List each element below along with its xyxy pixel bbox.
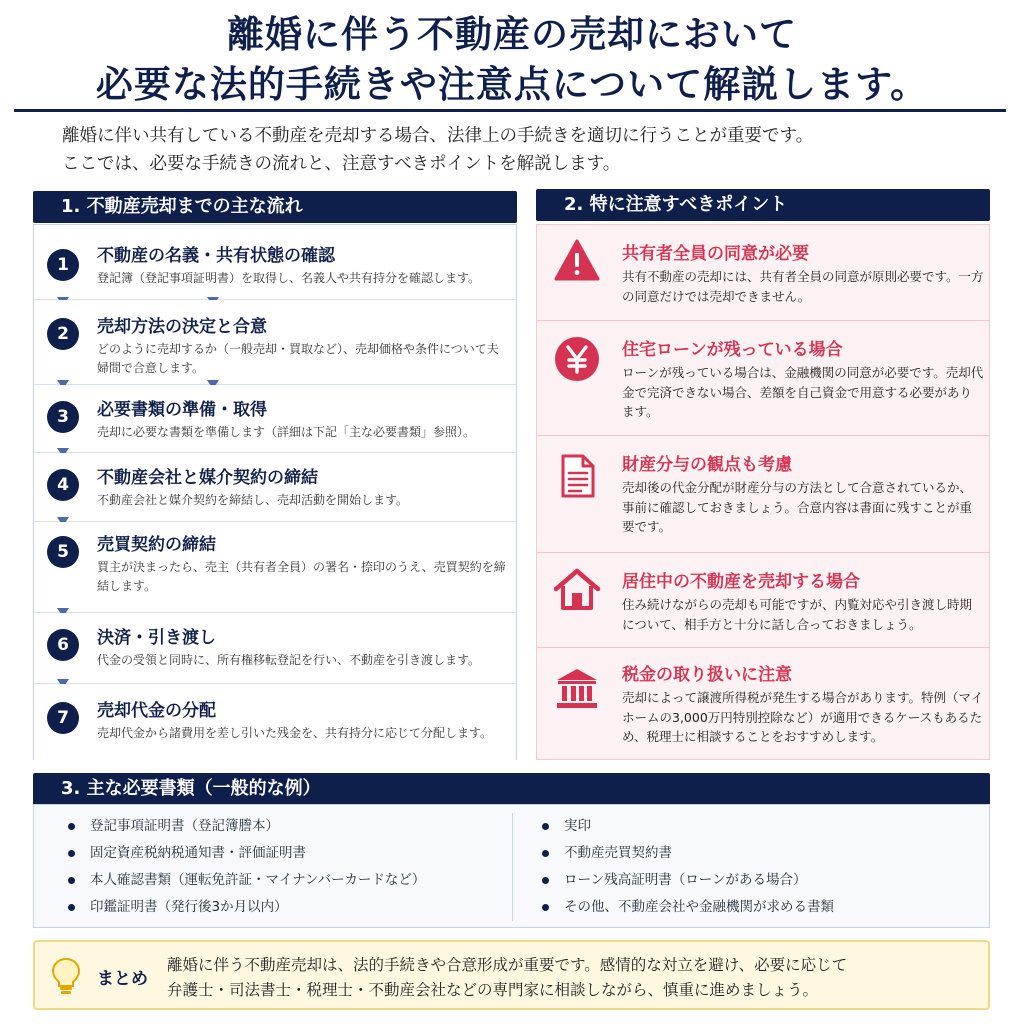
step-title: 不動産会社と媒介契約の締結 (97, 468, 318, 488)
step-title: 必要書類の準備・取得 (97, 400, 267, 420)
flow-step-3 (34, 385, 516, 452)
bank-icon (553, 664, 601, 712)
document-item: 印鑑証明書（発行後3か月以内） (68, 894, 425, 921)
flow-step-2 (34, 300, 516, 384)
document-item: ローン残高証明書（ローンがある場合） (542, 867, 834, 894)
title-line-2: 必要な法的手続きや注意点について解説します。 (95, 63, 929, 106)
step-title: 決済・引き渡し (97, 628, 216, 648)
caution-description: 売却後の代金分配が財産分与の方法として合意されているか、事前に確認しておきましょう。合意内容は書面に残すことが重要です。 (622, 480, 973, 534)
flow-step-1 (34, 225, 516, 299)
caution-title: 財産分与の観点も考慮 (622, 455, 792, 475)
step-number-badge: 3 (47, 401, 79, 433)
caution-description: ローンが残っている場合は、金融機関の同意が必要です。売却代金で完済できない場合、差額を自己資金で用意する必要があります。 (622, 365, 984, 419)
step-description: 代金の受領と同時に、所有権移転登記を行い、不動産を引き渡します。 (97, 653, 481, 667)
caution-item-occupied (537, 553, 989, 647)
caution-description: 共有不動産の売却には、共有者全員の同意が原則必要です。一方の同意だけでは売却できません。 (622, 269, 984, 304)
step-title: 売却代金の分配 (97, 701, 216, 721)
caution-description: 売却によって譲渡所得税が発生する場合があります。特例（マイホームの3,000万円特別控除など）が適用できるケースもあるため、税理士に相談することをおすすめします。 (622, 690, 984, 744)
documents-section-heading: 3. 主な必要書類（一般的な例） (33, 773, 990, 805)
title-line-1: 離婚に伴う不動産の売却において (227, 13, 797, 56)
caution-title: 居住中の不動産を売却する場合 (622, 572, 860, 592)
flow-step-7 (34, 684, 516, 760)
step-description: どのように売却するか（一般売却・買取など）、売却価格や条件について夫婦間で合意します。 (97, 342, 499, 375)
house-icon (553, 565, 601, 613)
step-description: 買主が決まったら、売主（共有者全員）の署名・捺印のうえ、売買契約を締結します。 (97, 560, 506, 593)
step-number-badge: 4 (47, 469, 79, 501)
document-item: 実印 (542, 813, 834, 840)
summary-line-1: 離婚に伴う不動産売却は、法的手続きや合意形成が重要です。感情的な対立を避け、必要に応じて (167, 956, 848, 974)
step-number-badge: 1 (47, 249, 79, 281)
document-item: 不動産売買契約書 (542, 840, 834, 867)
caution-title: 共有者全員の同意が必要 (622, 244, 809, 264)
caution-points-panel (536, 224, 990, 760)
summary-label: まとめ (97, 969, 148, 989)
step-description: 売却代金から諸費用を差し引いた残金を、共有持分に応じて分配します。 (97, 726, 493, 740)
step-number-badge: 7 (47, 702, 79, 734)
title-divider (14, 109, 1006, 112)
summary-line-2: 弁護士・司法書士・税理士・不動産会社などの専門家に相談しながら、慎重に進めましょう。 (167, 981, 819, 999)
flow-step-5 (34, 522, 516, 612)
page-title (0, 10, 1024, 110)
step-description: 売却に必要な書類を準備します（詳細は下記「主な必要書類」参照）。 (97, 425, 476, 439)
document-item: 本人確認書類（運転免許証・マイナンバーカードなど） (68, 867, 425, 894)
step-number-badge: 5 (47, 536, 79, 568)
flow-step-4 (34, 453, 516, 521)
flow-steps-panel (33, 224, 517, 760)
documents-list-right (542, 813, 834, 921)
step-description: 登記簿（登記事項証明書）を取得し、名義人や共有持分を確認します。 (97, 271, 481, 285)
document-item: 登記事項証明書（登記簿謄本） (68, 813, 425, 840)
caution-item-property-division (537, 436, 989, 552)
lightbulb-icon (51, 957, 81, 995)
caution-title: 税金の取り扱いに注意 (622, 665, 792, 685)
step-title: 売却方法の決定と合意 (97, 317, 267, 337)
documents-list-left (68, 813, 425, 921)
step-description: 不動産会社と媒介契約を締結し、売却活動を開始します。 (97, 493, 409, 507)
caution-item-tax (537, 648, 989, 760)
step-title: 売買契約の締結 (97, 535, 216, 555)
step-number-badge: 2 (47, 318, 79, 350)
intro-line-2: ここでは、必要な手続きの流れと、注意すべきポイントを解説します。 (62, 154, 621, 174)
yen-icon (553, 335, 601, 383)
step-title: 不動産の名義・共有状態の確認 (97, 246, 335, 266)
caution-description: 住み続けながらの売却も可能ですが、内覧対応や引き渡し時期について、相手方と十分に話し合っておきましょう。 (622, 597, 973, 632)
caution-item-loan (537, 321, 989, 435)
caution-item-consent (537, 225, 989, 320)
documents-column-divider (512, 813, 513, 921)
document-item: 固定資産税納税通知書・評価証明書 (68, 840, 425, 867)
intro-text (62, 122, 1002, 178)
document-icon (553, 452, 601, 500)
flow-step-6 (34, 613, 516, 683)
intro-line-1: 離婚に伴い共有している不動産を売却する場合、法律上の手続きを適切に行うことが重要です。 (62, 126, 814, 146)
document-item: その他、不動産会社や金融機関が求める書類 (542, 894, 834, 921)
caution-title: 住宅ローンが残っている場合 (622, 340, 843, 360)
summary-text (167, 953, 977, 1003)
warning-icon (553, 237, 601, 285)
required-documents-panel (33, 804, 990, 928)
flow-section-heading: 1. 不動産売却までの主な流れ (33, 191, 517, 223)
step-number-badge: 6 (47, 629, 79, 661)
points-section-heading: 2. 特に注意すべきポイント (536, 189, 990, 221)
summary-box (33, 940, 990, 1010)
